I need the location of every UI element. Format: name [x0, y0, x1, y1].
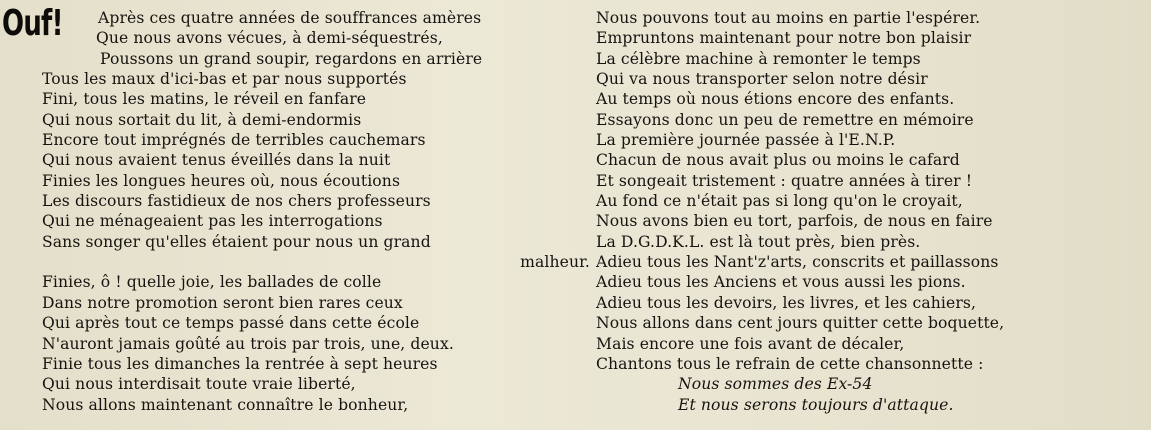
poem-title: Ouf!: [2, 3, 63, 44]
poem-line: Chantons tous le refrain de cette chansonnette :: [596, 354, 984, 373]
poem-line: Poussons un grand soupir, regardons en arrière: [100, 49, 483, 68]
poem-line: Sans songer qu'elles étaient pour nous un grand: [42, 232, 431, 251]
poem-line: Finies les longues heures où, nous écoutions: [42, 171, 401, 190]
poem-line: La célèbre machine à remonter le temps: [596, 49, 921, 68]
poem-line: Finies, ô ! quelle joie, les ballades de colle: [42, 273, 382, 292]
poem-line: Qui nous sortait du lit, à demi-endormis: [42, 110, 362, 129]
poem-line: Adieu tous les devoirs, les livres, et les cahiers,: [596, 293, 977, 312]
poem-line: Qui nous avaient tenus éveillés dans la nuit: [42, 151, 391, 170]
poem-right-column: [596, 8, 1144, 415]
poem-line: Que nous avons vécues, à demi-séquestrés,: [96, 29, 443, 48]
poem-line: Qui après tout ce temps passé dans cette école: [42, 314, 420, 333]
poem-refrain-line: Et nous serons toujours d'attaque.: [678, 395, 954, 414]
poem-line: Adieu tous les Nant'z'arts, conscrits et paillassons: [596, 253, 999, 272]
poem-line: Nous pouvons tout au moins en partie l'espérer.: [596, 9, 981, 27]
poem-line: Nous allons dans cent jours quitter cette boquette,: [596, 314, 1005, 333]
poem-line: Chacun de nous avait plus ou moins le cafard: [596, 151, 960, 170]
poem-line: Mais encore une fois avant de décaler,: [596, 334, 905, 353]
poem-line: La D.G.D.K.L. est là tout près, bien près.: [596, 232, 921, 251]
poem-line: La première journée passée à l'E.N.P.: [596, 131, 896, 150]
poem-line: Et songeait tristement : quatre années à tirer !: [596, 171, 973, 190]
poem-line: Au fond ce n'était pas si long qu'on le croyait,: [596, 192, 963, 211]
poem-line: Nous avons bien eu tort, parfois, de nous en faire: [596, 212, 993, 231]
poem-line: Qui nous interdisait toute vraie liberté,: [42, 375, 356, 394]
poem-line: Nous allons maintenant connaître le bonheur,: [42, 395, 409, 414]
poem-line: Dans notre promotion seront bien rares ceux: [42, 293, 403, 312]
poem-line: Au temps où nous étions encore des enfants.: [596, 90, 955, 109]
poem-line: Les discours fastidieux de nos chers professeurs: [42, 192, 431, 211]
poem-line: malheur.: [520, 253, 590, 272]
poem-line: Adieu tous les Anciens et vous aussi les pions.: [596, 273, 966, 292]
poem-refrain-line: Nous sommes des Ex-54: [678, 375, 873, 394]
poem-line: N'auront jamais goûté au trois par trois, une, deux.: [42, 334, 454, 353]
poem-line: Fini, tous les matins, le réveil en fanfare: [42, 90, 367, 109]
poem-left-column: [42, 8, 590, 415]
poem-line: Encore tout imprégnés de terribles cauchemars: [42, 131, 426, 150]
poem-line: Empruntons maintenant pour notre bon plaisir: [596, 29, 972, 48]
poem-line: Après ces quatre années de souffrances amères: [98, 9, 482, 27]
poem-line: Essayons donc un peu de remettre en mémoire: [596, 110, 974, 129]
poem-line: Finie tous les dimanches la rentrée à sept heures: [42, 354, 438, 373]
poem-line: Tous les maux d'ici-bas et par nous supportés: [42, 70, 407, 89]
poem-line: Qui va nous transporter selon notre désir: [596, 70, 928, 89]
poem-line: Qui ne ménageaient pas les interrogations: [42, 212, 383, 231]
